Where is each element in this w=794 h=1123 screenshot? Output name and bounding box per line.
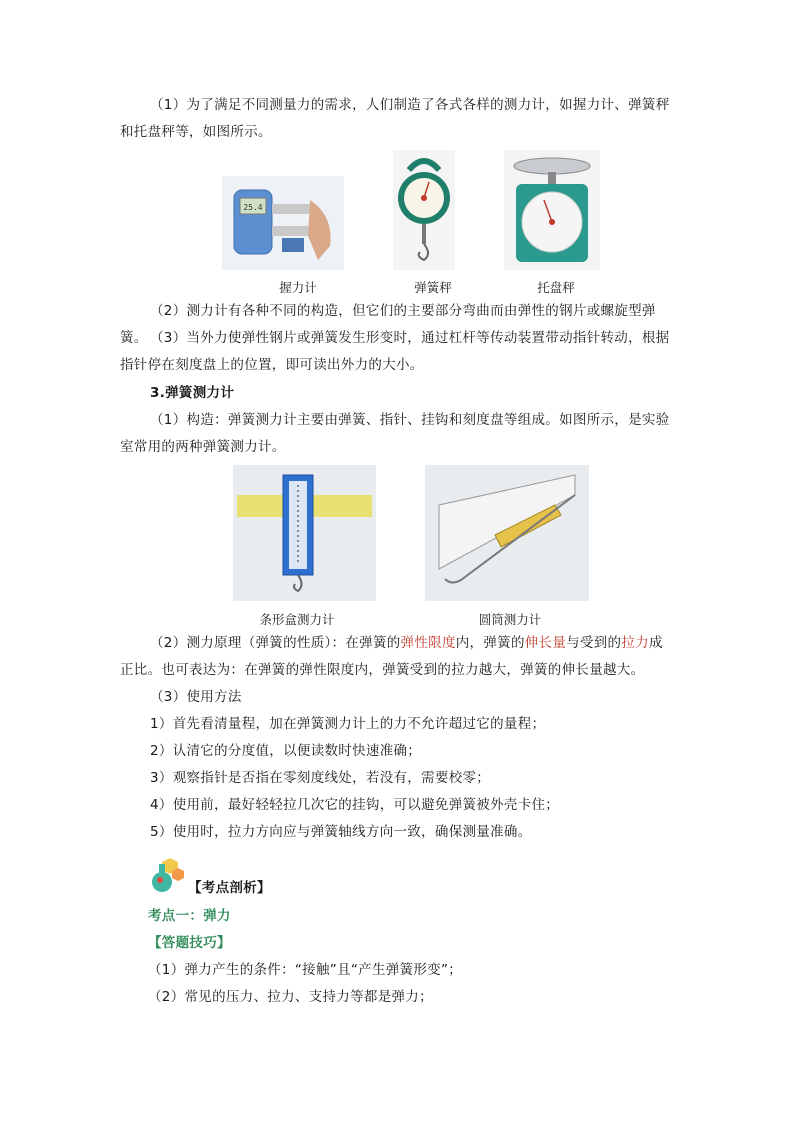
principle-text-c: 内，弹簧的 xyxy=(455,635,525,651)
principle-elongation: 伸长量 xyxy=(524,635,567,651)
caption-cylinder-dynamometer: 圆筒测力计 xyxy=(478,612,542,627)
flask-icon xyxy=(148,856,186,894)
cylinder-dynamometer-image xyxy=(425,465,589,601)
analysis-heading: 【考点剖析】 xyxy=(188,880,271,896)
platform-scale-image xyxy=(504,150,600,270)
usage-title: （3）使用方法 xyxy=(150,689,242,705)
grip-dynamometer-image xyxy=(222,176,344,270)
para1-line1: （1）为了满足不同测量力的需求，人们制造了各式各样的测力计，如握力计、弹簧秤 xyxy=(150,97,670,113)
principle-line2: 正比。也可表达为：在弹簧的弹性限度内，弹簧受到的拉力越大，弹簧的伸长量越大。 xyxy=(120,662,645,678)
principle-elastic-limit: 弹性限度 xyxy=(400,635,456,651)
tips-heading: 【答题技巧】 xyxy=(148,935,231,951)
principle-text-a: （2）测力原理（弹簧的性质）：在弹簧的 xyxy=(150,635,401,651)
usage-item-1: 1）首先看清量程，加在弹簧测力计上的力不允许超过它的量程； xyxy=(150,716,546,732)
usage-item-3: 3）观察指针是否指在零刻度线处，若没有，需要校零； xyxy=(150,770,491,786)
usage-item-2: 2）认清它的分度值，以便读数时快速准确； xyxy=(150,743,422,759)
caption-grip-dynamometer: 握力计 xyxy=(279,280,317,295)
para1-line2: 和托盘秤等，如图所示。 xyxy=(120,124,272,140)
section-3-heading: 3.弹簧测力计 xyxy=(150,385,235,401)
caption-box-dynamometer: 条形盒测力计 xyxy=(259,612,335,627)
tip-2: （2）常见的压力、拉力、支持力等都是弹力； xyxy=(148,989,433,1005)
tip-1: （1）弹力产生的条件：“接触”且“产生弹簧形变”； xyxy=(148,962,463,978)
usage-item-5: 5）使用时，拉力方向应与弹簧轴线方向一致，确保测量准确。 xyxy=(150,824,532,840)
spring-scale-image xyxy=(393,150,455,270)
principle-line1 xyxy=(120,630,680,657)
usage-item-4: 4）使用前，最好轻轻拉几次它的挂钩，可以避免弹簧被外壳卡住； xyxy=(150,797,560,813)
principle-text-g: 成 xyxy=(648,635,663,651)
construct-line1: （1）构造：弹簧测力计主要由弹簧、指针、挂钩和刻度盘等组成。如图所示，是实验 xyxy=(150,412,670,428)
caption-platform-scale: 托盘秤 xyxy=(537,280,575,295)
caption-spring-scale: 弹簧秤 xyxy=(414,280,452,295)
principle-text-e: 与受到的 xyxy=(566,635,622,651)
para3-line2: 指针停在刻度盘上的位置，即可读出外力的大小。 xyxy=(120,357,424,373)
principle-tension: 拉力 xyxy=(621,635,649,651)
svg-text:25.4: 25.4 xyxy=(243,203,263,212)
box-dynamometer-image xyxy=(233,465,376,601)
para2: （2）测力计有各种不同的构造，但它们的主要部分弯曲而由弹性的钢片或螺旋型弹簧。 xyxy=(120,303,656,346)
construct-line2: 室常用的两种弹簧测力计。 xyxy=(120,439,286,455)
para3-line1: （3）当外力使弹性钢片或弹簧发生形变时，通过杠杆等传动装置带动指针转动，根据 xyxy=(150,330,670,346)
kaodian-1: 考点一：弹力 xyxy=(148,908,231,924)
